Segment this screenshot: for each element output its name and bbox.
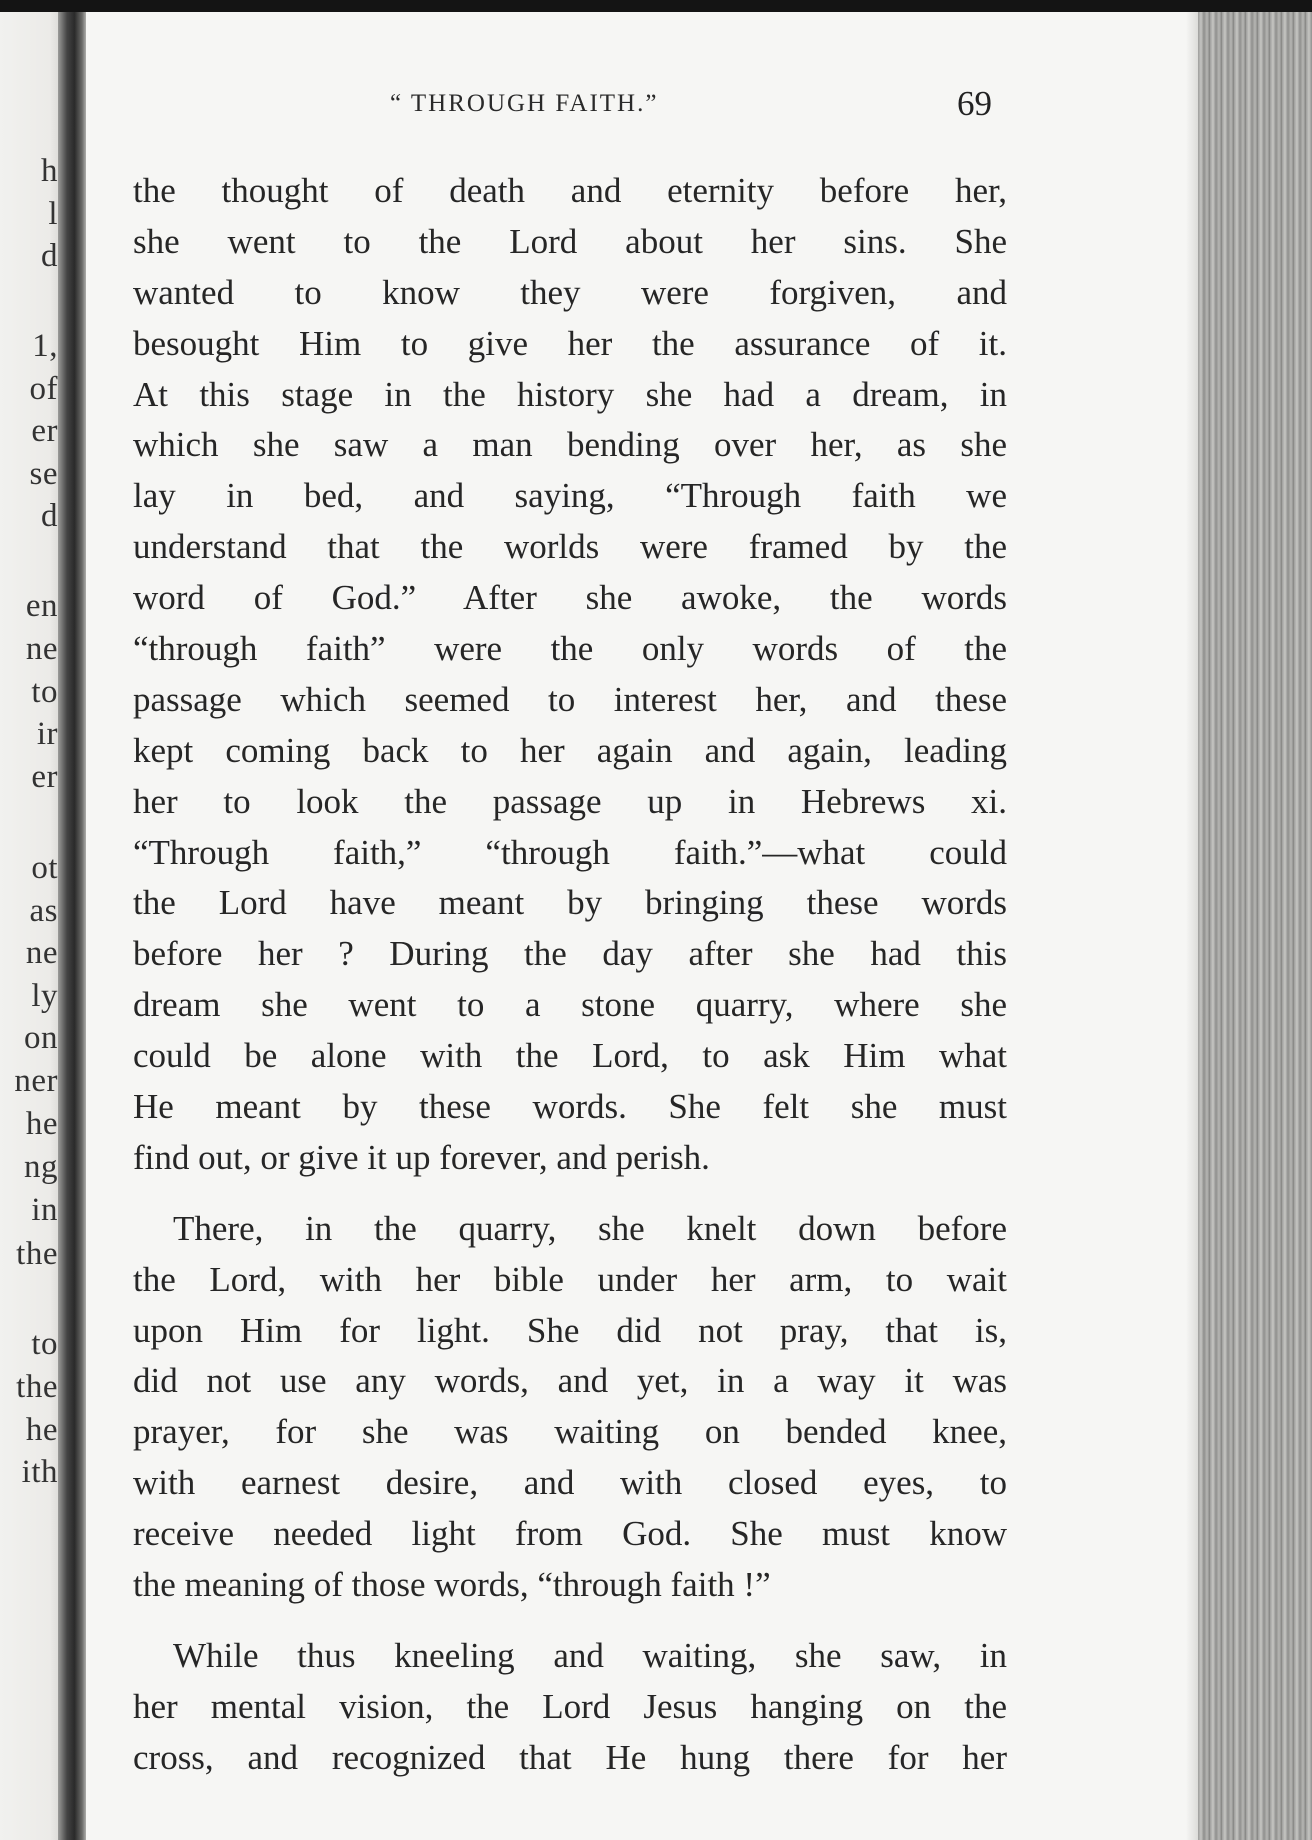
- facing-page-fragment: ir: [36, 716, 58, 752]
- text-line: prayer, for she was waiting on bended knee,: [133, 1412, 1007, 1452]
- facing-page-fragment: ly: [31, 978, 58, 1014]
- text-line: receive needed light from God. She must know: [133, 1514, 1007, 1554]
- text-line: word of God.” After she awoke, the words: [133, 578, 1007, 618]
- facing-page-fragment: er: [31, 759, 58, 795]
- text-line: lay in bed, and saying, “Through faith we: [133, 476, 1007, 516]
- facing-page-fragment: of: [29, 371, 58, 407]
- facing-page-fragment: ner: [14, 1063, 58, 1099]
- text-line: cross, and recognized that He hung there for her: [133, 1737, 1007, 1777]
- paragraph: [133, 166, 1007, 1184]
- text-line: passage which seemed to interest her, and these: [133, 679, 1007, 719]
- facing-page-fragment: h: [41, 153, 58, 189]
- text-line: besought Him to give her the assurance of it.: [133, 323, 1007, 363]
- text-line: she went to the Lord about her sins. She: [133, 221, 1007, 261]
- text-line: He meant by these words. She felt she must: [133, 1087, 1007, 1127]
- facing-page-fragment: er: [31, 413, 58, 449]
- facing-page-edge: [0, 12, 62, 1840]
- text-line: before her ? During the day after she had this: [133, 934, 1007, 974]
- text-line: upon Him for light. She did not pray, that is,: [133, 1310, 1007, 1350]
- text-line: the Lord, with her bible under her arm, to wait: [133, 1259, 1007, 1299]
- facing-page-fragment: se: [29, 456, 58, 492]
- facing-page-fragment: ng: [24, 1149, 58, 1185]
- text-line: which she saw a man bending over her, as she: [133, 425, 1007, 465]
- running-title: “ THROUGH FAITH.”: [390, 90, 659, 117]
- facing-page-fragment: in: [31, 1192, 58, 1228]
- facing-page-fragment: ot: [31, 850, 58, 886]
- text-line: At this stage in the history she had a dream, in: [133, 374, 1007, 414]
- facing-page-fragment: on: [24, 1020, 58, 1056]
- text-line: There, in the quarry, she knelt down before: [173, 1208, 1007, 1248]
- facing-page-fragment: the: [16, 1236, 58, 1272]
- text-line: While thus kneeling and waiting, she saw, in: [173, 1635, 1007, 1675]
- facing-page-fragment: en: [25, 588, 58, 624]
- facing-page-fragment: as: [29, 893, 58, 929]
- facing-page-fragment: ne: [25, 935, 58, 971]
- facing-page-fragment: to: [31, 674, 58, 710]
- facing-page-fragment: the: [16, 1369, 58, 1405]
- text-line: wanted to know they were forgiven, and: [133, 272, 1007, 312]
- book-fore-edge: [1198, 12, 1312, 1840]
- facing-page-fragment: d: [41, 498, 58, 534]
- scan-top-border: [0, 0, 1312, 12]
- text-line: find out, or give it up forever, and perish.: [133, 1137, 710, 1177]
- text-line: her mental vision, the Lord Jesus hanging on the: [133, 1686, 1007, 1726]
- text-line: understand that the worlds were framed by the: [133, 527, 1007, 567]
- text-line: did not use any words, and yet, in a way it was: [133, 1361, 1007, 1401]
- facing-page-fragment: ith: [21, 1454, 58, 1490]
- page-number: 69: [957, 84, 992, 123]
- text-line: dream she went to a stone quarry, where she: [133, 985, 1007, 1025]
- text-line: the meaning of those words, “through faith !”: [133, 1565, 771, 1605]
- facing-page-fragment: he: [25, 1412, 58, 1448]
- paragraph-gap: [133, 1611, 1007, 1631]
- text-line: her to look the passage up in Hebrews xi.: [133, 781, 1007, 821]
- text-line: the thought of death and eternity before her,: [133, 171, 1007, 210]
- text-line: “through faith” were the only words of the: [133, 629, 1007, 669]
- facing-page-fragment: 1,: [32, 328, 58, 364]
- text-line: with earnest desire, and with closed eyes, to: [133, 1463, 1007, 1503]
- text-line: could be alone with the Lord, to ask Him what: [133, 1036, 1007, 1076]
- paragraph-gap: [133, 1184, 1007, 1204]
- text-line: the Lord have meant by bringing these words: [133, 883, 1007, 923]
- paragraph: [133, 1204, 1007, 1611]
- facing-page-fragment: l: [48, 196, 58, 232]
- facing-page-fragment: he: [25, 1106, 58, 1142]
- facing-page-fragment: ne: [25, 631, 58, 667]
- text-line: kept coming back to her again and again, leading: [133, 730, 1007, 770]
- facing-page-fragment: to: [31, 1326, 58, 1362]
- facing-page-fragment: d: [41, 238, 58, 274]
- text-line: “Through faith,” “through faith.”—what could: [133, 832, 1007, 872]
- body-text: [133, 166, 1007, 1784]
- book-gutter: [58, 12, 88, 1840]
- paragraph: [133, 1631, 1007, 1784]
